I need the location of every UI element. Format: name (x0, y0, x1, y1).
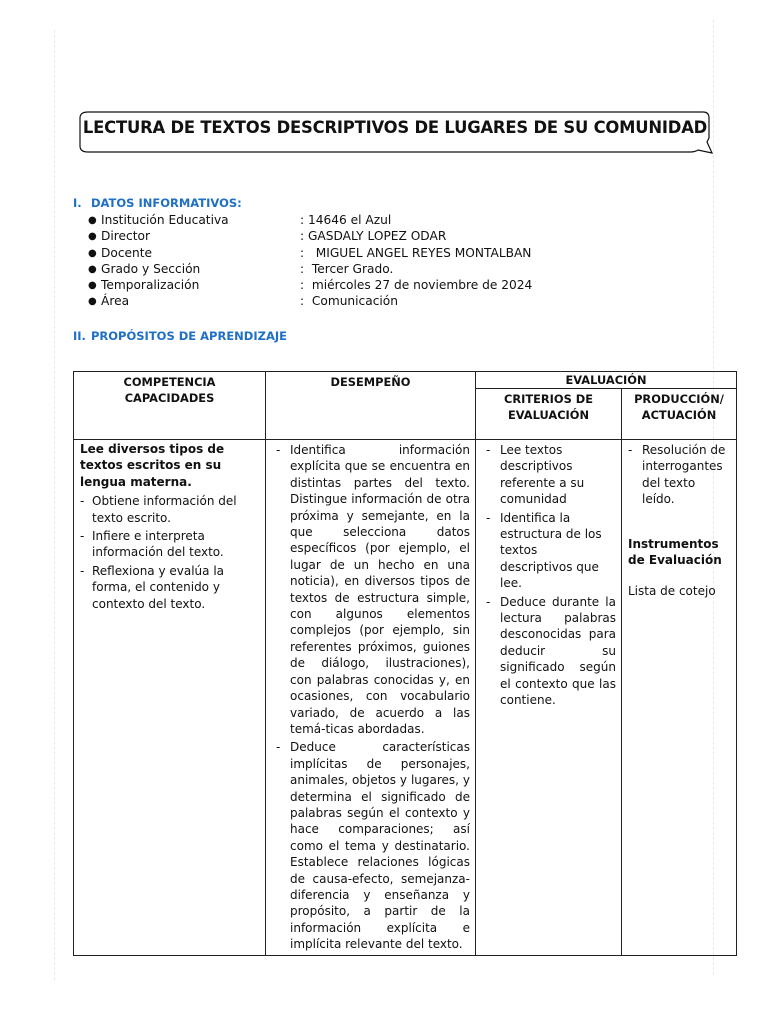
list-item: - Lee textos descriptivos referente a su comunidad (482, 442, 616, 508)
info-label: Institución Educativa (101, 213, 229, 227)
cell-criterios (476, 440, 622, 956)
list-item: - Deduce durante la lectura palabras desconocidas para deducir su significado según el contexto que las contiene. (486, 594, 616, 708)
section-datos-informativos (73, 196, 242, 210)
instrumentos-heading: Instrumentos de Evaluación (628, 536, 722, 568)
header-criterios (476, 389, 622, 440)
cell-competencia (74, 440, 266, 956)
desempeno-text: Deduce características implícitas de personajes, animales, objetos y lugares, y determina el significado de palabras según el contexto y hace comparaciones; así como el tema y destinatario. Establece relaciones lógicas de causa-efecto, semejanza-diferencia y enseñanza y propósito, a partir de la información explícita e implícita relevante del texto. (290, 740, 470, 952)
criterio-text: Lee textos descriptivos referente a su comunidad (500, 443, 585, 507)
header-desempeno (266, 372, 476, 440)
header-produccion-label: PRODUCCIÓN/ ACTUACIÓN (634, 392, 724, 422)
info-value: : MIGUEL ANGEL REYES MONTALBAN (300, 245, 532, 260)
info-value: : Comunicación (300, 294, 398, 309)
capacidades-list (80, 493, 259, 612)
info-value: : GASDALY LOPEZ ODAR (300, 229, 447, 244)
list-item: - Resolución de interrogantes del texto leído. (628, 443, 726, 507)
title-banner (78, 111, 712, 155)
header-competencia-label: COMPETENCIA (123, 375, 216, 389)
instrumento-text: Lista de cotejo (628, 584, 716, 599)
bullet-icon: ● (88, 215, 97, 226)
section-number: II. (73, 329, 86, 343)
list-item: - Identifica la estructura de los textos descriptivos que lee. (482, 510, 616, 592)
desempeno-text: Identifica información explícita que se encuentra en distintas partes del texto. Distingue información de otra próxima y semejante, en la que selecciona datos específicos (por ejemplo, el lugar de un hecho en una noticia), en diversos tipos de textos de estructura simple, con algunos elementos complejos (por ejemplo, sin referentes próximos, guiones de diálogo, ilustraciones), con palabras conocidas y, en ocasiones, con vocabulario variado, de acuerdo a las temá-ticas abordadas. (290, 443, 470, 736)
section-propositos (73, 329, 287, 343)
header-competencia (74, 372, 266, 440)
criterios-list (482, 442, 616, 709)
capacidad-text: Infiere e interpreta información del texto. (92, 529, 224, 560)
bullet-icon: ● (88, 231, 97, 243)
section-heading: PROPÓSITOS DE APRENDIZAJE (91, 329, 287, 343)
header-produccion (622, 389, 737, 440)
list-item: - Deduce características implícitas de personajes, animales, objetos y lugares, y determina el significado de palabras según el contexto y hace comparaciones; así como el tema y destinatario. Establece relaciones lógicas de causa-efecto, semejanza-diferencia y enseñanza y propósito, a partir de la información explícita e implícita relevante del texto. (276, 740, 470, 952)
bullet-icon: ● (88, 263, 97, 275)
bullet-icon: ● (88, 296, 97, 308)
list-item: - Identifica información explícita que se encuentra en distintas partes del texto. Distingue información de otra próxima y semejante, en la que selecciona datos específicos (por ejemplo, el lugar de un hecho en una noticia), en diversos tipos de textos de estructura simple, con algunos elementos complejos (por ejemplo, sin referentes próximos, guiones de diálogo, ilustraciones), con palabras conocidas y, en ocasiones, con vocabulario variado, de acuerdo a las temá-ticas abordadas. (276, 443, 470, 736)
info-label: Área (101, 294, 130, 309)
list-item: - Reflexiona y evalúa la forma, el contenido y contexto del texto. (80, 563, 225, 611)
header-evaluacion-label: EVALUACIÓN (565, 373, 647, 387)
page-margin-guide-left (54, 30, 55, 980)
bullet-icon: ● (88, 247, 97, 259)
list-item: - Infiere e interpreta información del texto. (80, 529, 224, 560)
header-capacidades-label: CAPACIDADES (124, 391, 215, 405)
list-item: - Obtiene información del texto escrito. (80, 494, 237, 525)
info-label: Docente (101, 245, 153, 260)
document-title: LECTURA DE TEXTOS DESCRIPTIVOS DE LUGARES DE SU COMUNIDAD (82, 118, 708, 137)
info-value: : 14646 el Azul (300, 213, 392, 227)
produccion-list (628, 442, 730, 508)
info-label: Grado y Sección (101, 261, 201, 276)
bullet-icon: ● (88, 280, 97, 292)
criterio-text: Deduce durante la lectura palabras desconocidas para deducir su significado según el contexto que las contiene. (500, 594, 616, 708)
header-desempeno-label: DESEMPEÑO (330, 375, 411, 389)
section-number: I. (73, 196, 82, 210)
header-criterios-label: CRITERIOS DE EVALUACIÓN (503, 392, 594, 422)
desempenos-list (272, 442, 470, 953)
info-label: Temporalización (101, 278, 200, 293)
section-heading: DATOS INFORMATIVOS: (91, 196, 242, 210)
cell-desempeno (266, 440, 476, 956)
produccion-text: Resolución de interrogantes del texto leído. (642, 443, 726, 507)
info-value: : Tercer Grado. (300, 261, 394, 276)
competencia-title: Lee diversos tipos de textos escritos en su lengua materna. (80, 442, 225, 489)
header-evaluacion (476, 372, 737, 389)
capacidad-text: Reflexiona y evalúa la forma, el contenido y contexto del texto. (92, 563, 225, 611)
info-value: : miércoles 27 de noviembre de 2024 (300, 278, 533, 293)
propositos-table (73, 371, 737, 956)
info-label: Director (101, 229, 150, 244)
criterio-text: Identifica la estructura de los textos descriptivos que lee. (500, 510, 602, 591)
cell-produccion (622, 440, 737, 956)
capacidad-text: Obtiene información del texto escrito. (92, 494, 237, 525)
